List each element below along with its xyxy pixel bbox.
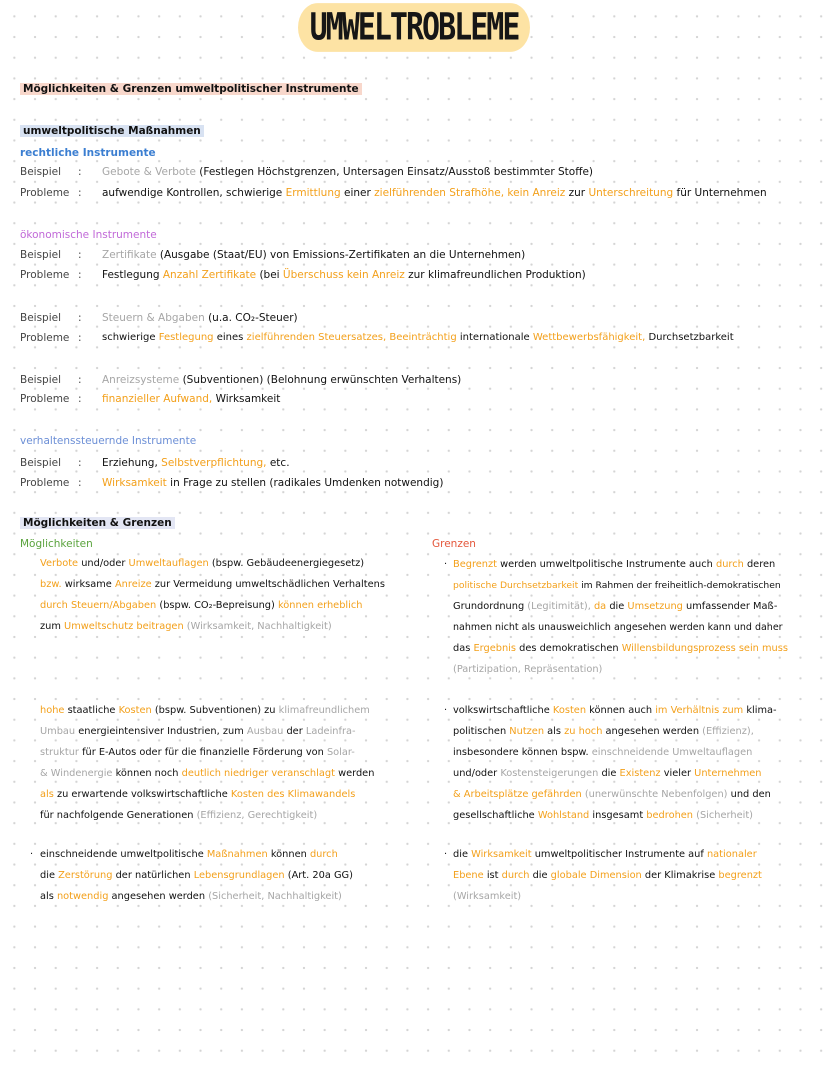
page-title: UMWELTROBLEME	[298, 3, 531, 52]
colon: :	[78, 249, 82, 261]
limits-1-line-1: Begrenzt werden umweltpolitische Instrumente auch durch deren	[453, 559, 776, 570]
poss-2-line-3: struktur für E-Autos oder für die finanzielle Förderung von Solar-	[40, 747, 355, 758]
limits-3-line-3: (Wirksamkeit)	[453, 891, 522, 902]
poss-2-line-4: & Windenergie können noch deutlich niedriger veranschlagt werden	[40, 768, 375, 779]
colon: :	[78, 269, 82, 281]
limits-2-line-2: politischen Nutzen als zu hoch angesehen werden (Effizienz),	[453, 726, 754, 737]
limits-2-line-4: und/oder Kostensteigerungen die Existenz vieler Unternehmen	[453, 768, 762, 779]
limits-1-line-6: (Partizipation, Repräsentation)	[453, 664, 603, 675]
section2-heading: Möglichkeiten & Grenzen	[20, 516, 175, 530]
problems-label: Probleme	[20, 187, 70, 199]
limits-3-line-1: die Wirksamkeit umweltpolitischer Instrumente auf nationaler	[453, 849, 757, 860]
limits-1-line-2: politische Durchsetzbarkeit im Rahmen der freiheitlich-demokratischen	[453, 580, 781, 591]
limits-2-line-3: insbesondere können bspw. einschneidende Umweltauflagen	[453, 747, 753, 758]
poss-2-line-1: hohe staatliche Kosten (bspw. Subventionen) zu klimafreundlichem	[40, 705, 370, 716]
example-label: Beispiel	[20, 374, 62, 386]
measures-heading: umweltpolitische Maßnahmen	[20, 124, 204, 138]
example-label: Beispiel	[20, 312, 62, 324]
limits-3-bullet: ·	[444, 849, 448, 860]
colon: :	[78, 166, 82, 178]
section1-heading: Möglichkeiten & Grenzen umweltpolitischer Instrumente	[20, 82, 362, 96]
colon: :	[78, 374, 82, 386]
economic-problems-3: finanzieller Aufwand, Wirksamkeit	[102, 393, 281, 405]
legal-heading: rechtliche Instrumente	[20, 147, 156, 159]
poss-2-line-2: Umbau energieintensiver Industrien, zum Ausbau der Ladeinfra-	[40, 726, 356, 737]
limits-1-bullet: ·	[444, 559, 448, 570]
poss-3-bullet: ·	[30, 849, 34, 860]
economic-heading: ökonomische Instrumente	[20, 229, 157, 241]
economic-example-1: Zertifikate (Ausgabe (Staat/EU) von Emissions-Zertifikaten an die Unternehmen)	[102, 249, 526, 261]
colon: :	[78, 457, 82, 469]
limits-2-line-6: gesellschaftliche Wohlstand insgesamt bedrohen (Sicherheit)	[453, 810, 754, 821]
poss-2-line-5: als zu erwartende volkswirtschaftliche Kosten des Klimawandels	[40, 789, 356, 800]
problems-label: Probleme	[20, 332, 70, 344]
poss-3-line-2: die Zerstörung der natürlichen Lebensgrundlagen (Art. 20a GG)	[40, 870, 353, 881]
colon: :	[78, 187, 82, 199]
poss-1-line-4: zum Umweltschutz beitragen (Wirksamkeit, Nachhaltigkeit)	[40, 621, 332, 632]
example-label: Beispiel	[20, 457, 62, 469]
poss-3-line-3: als notwendig angesehen werden (Sicherheit, Nachhaltigkeit)	[40, 891, 342, 902]
poss-1-line-3: durch Steuern/Abgaben (bspw. CO₂-Bepreisung) können erheblich	[40, 600, 363, 611]
colon: :	[78, 477, 82, 489]
limits-2-line-5: & Arbeitsplätze gefährden (unerwünschte Nebenfolgen) und den	[453, 789, 771, 800]
legal-example: Gebote & Verbote (Festlegen Höchstgrenzen, Untersagen Einsatz/Ausstoß bestimmter Stoffe)	[102, 166, 594, 178]
limits-heading: Grenzen	[432, 538, 476, 550]
limits-3-line-2: Ebene ist durch die globale Dimension der Klimakrise begrenzt	[453, 870, 762, 881]
example-label: Beispiel	[20, 166, 62, 178]
economic-problems-2: schwierige Festlegung eines zielführenden Steuersatzes, Beeinträchtig internationale Wettbewerbsfähigkeit, Durchsetzbarkeit	[102, 332, 734, 343]
behavioral-example: Erziehung, Selbstverpflichtung, etc.	[102, 457, 290, 469]
limits-1-line-4: nahmen nicht als unausweichlich angesehen werden kann und daher	[453, 622, 783, 633]
title-container	[0, 5, 828, 50]
problems-label: Probleme	[20, 269, 70, 281]
behavioral-heading: verhaltenssteuernde Instrumente	[20, 435, 197, 447]
limits-2-bullet: ·	[444, 705, 448, 716]
example-label: Beispiel	[20, 249, 62, 261]
possibilities-heading: Möglichkeiten	[20, 538, 93, 550]
limits-1-line-5: das Ergebnis des demokratischen Willensbildungsprozess sein muss	[453, 643, 788, 654]
limits-2-line-1: volkswirtschaftliche Kosten können auch im Verhältnis zum klima-	[453, 705, 777, 716]
colon: :	[78, 393, 82, 405]
poss-1-line-2: bzw. wirksame Anreize zur Vermeidung umweltschädlichen Verhaltens	[40, 579, 385, 590]
poss-1-line-1: Verbote und/oder Umweltauflagen (bspw. Gebäudeenergiegesetz)	[40, 558, 365, 569]
problems-label: Probleme	[20, 477, 70, 489]
colon: :	[78, 332, 82, 344]
limits-1-line-3: Grundordnung (Legitimität), da die Umsetzung umfassender Maß-	[453, 601, 778, 612]
economic-example-2: Steuern & Abgaben (u.a. CO₂-Steuer)	[102, 312, 298, 324]
poss-2-line-6: für nachfolgende Generationen (Effizienz, Gerechtigkeit)	[40, 810, 318, 821]
legal-problems: aufwendige Kontrollen, schwierige Ermittlung einer zielführenden Strafhöhe, kein Anreiz zur Unterschreitung für Unternehmen	[102, 187, 767, 199]
colon: :	[78, 312, 82, 324]
economic-problems-1: Festlegung Anzahl Zertifikate (bei Überschuss kein Anreiz zur klimafreundlichen Produktion)	[102, 269, 586, 281]
economic-example-3: Anreizsysteme (Subventionen) (Belohnung erwünschten Verhaltens)	[102, 374, 462, 386]
behavioral-problems: Wirksamkeit in Frage zu stellen (radikales Umdenken notwendig)	[102, 477, 444, 489]
poss-3-line-1: einschneidende umweltpolitische Maßnahmen können durch	[40, 849, 338, 860]
problems-label: Probleme	[20, 393, 70, 405]
